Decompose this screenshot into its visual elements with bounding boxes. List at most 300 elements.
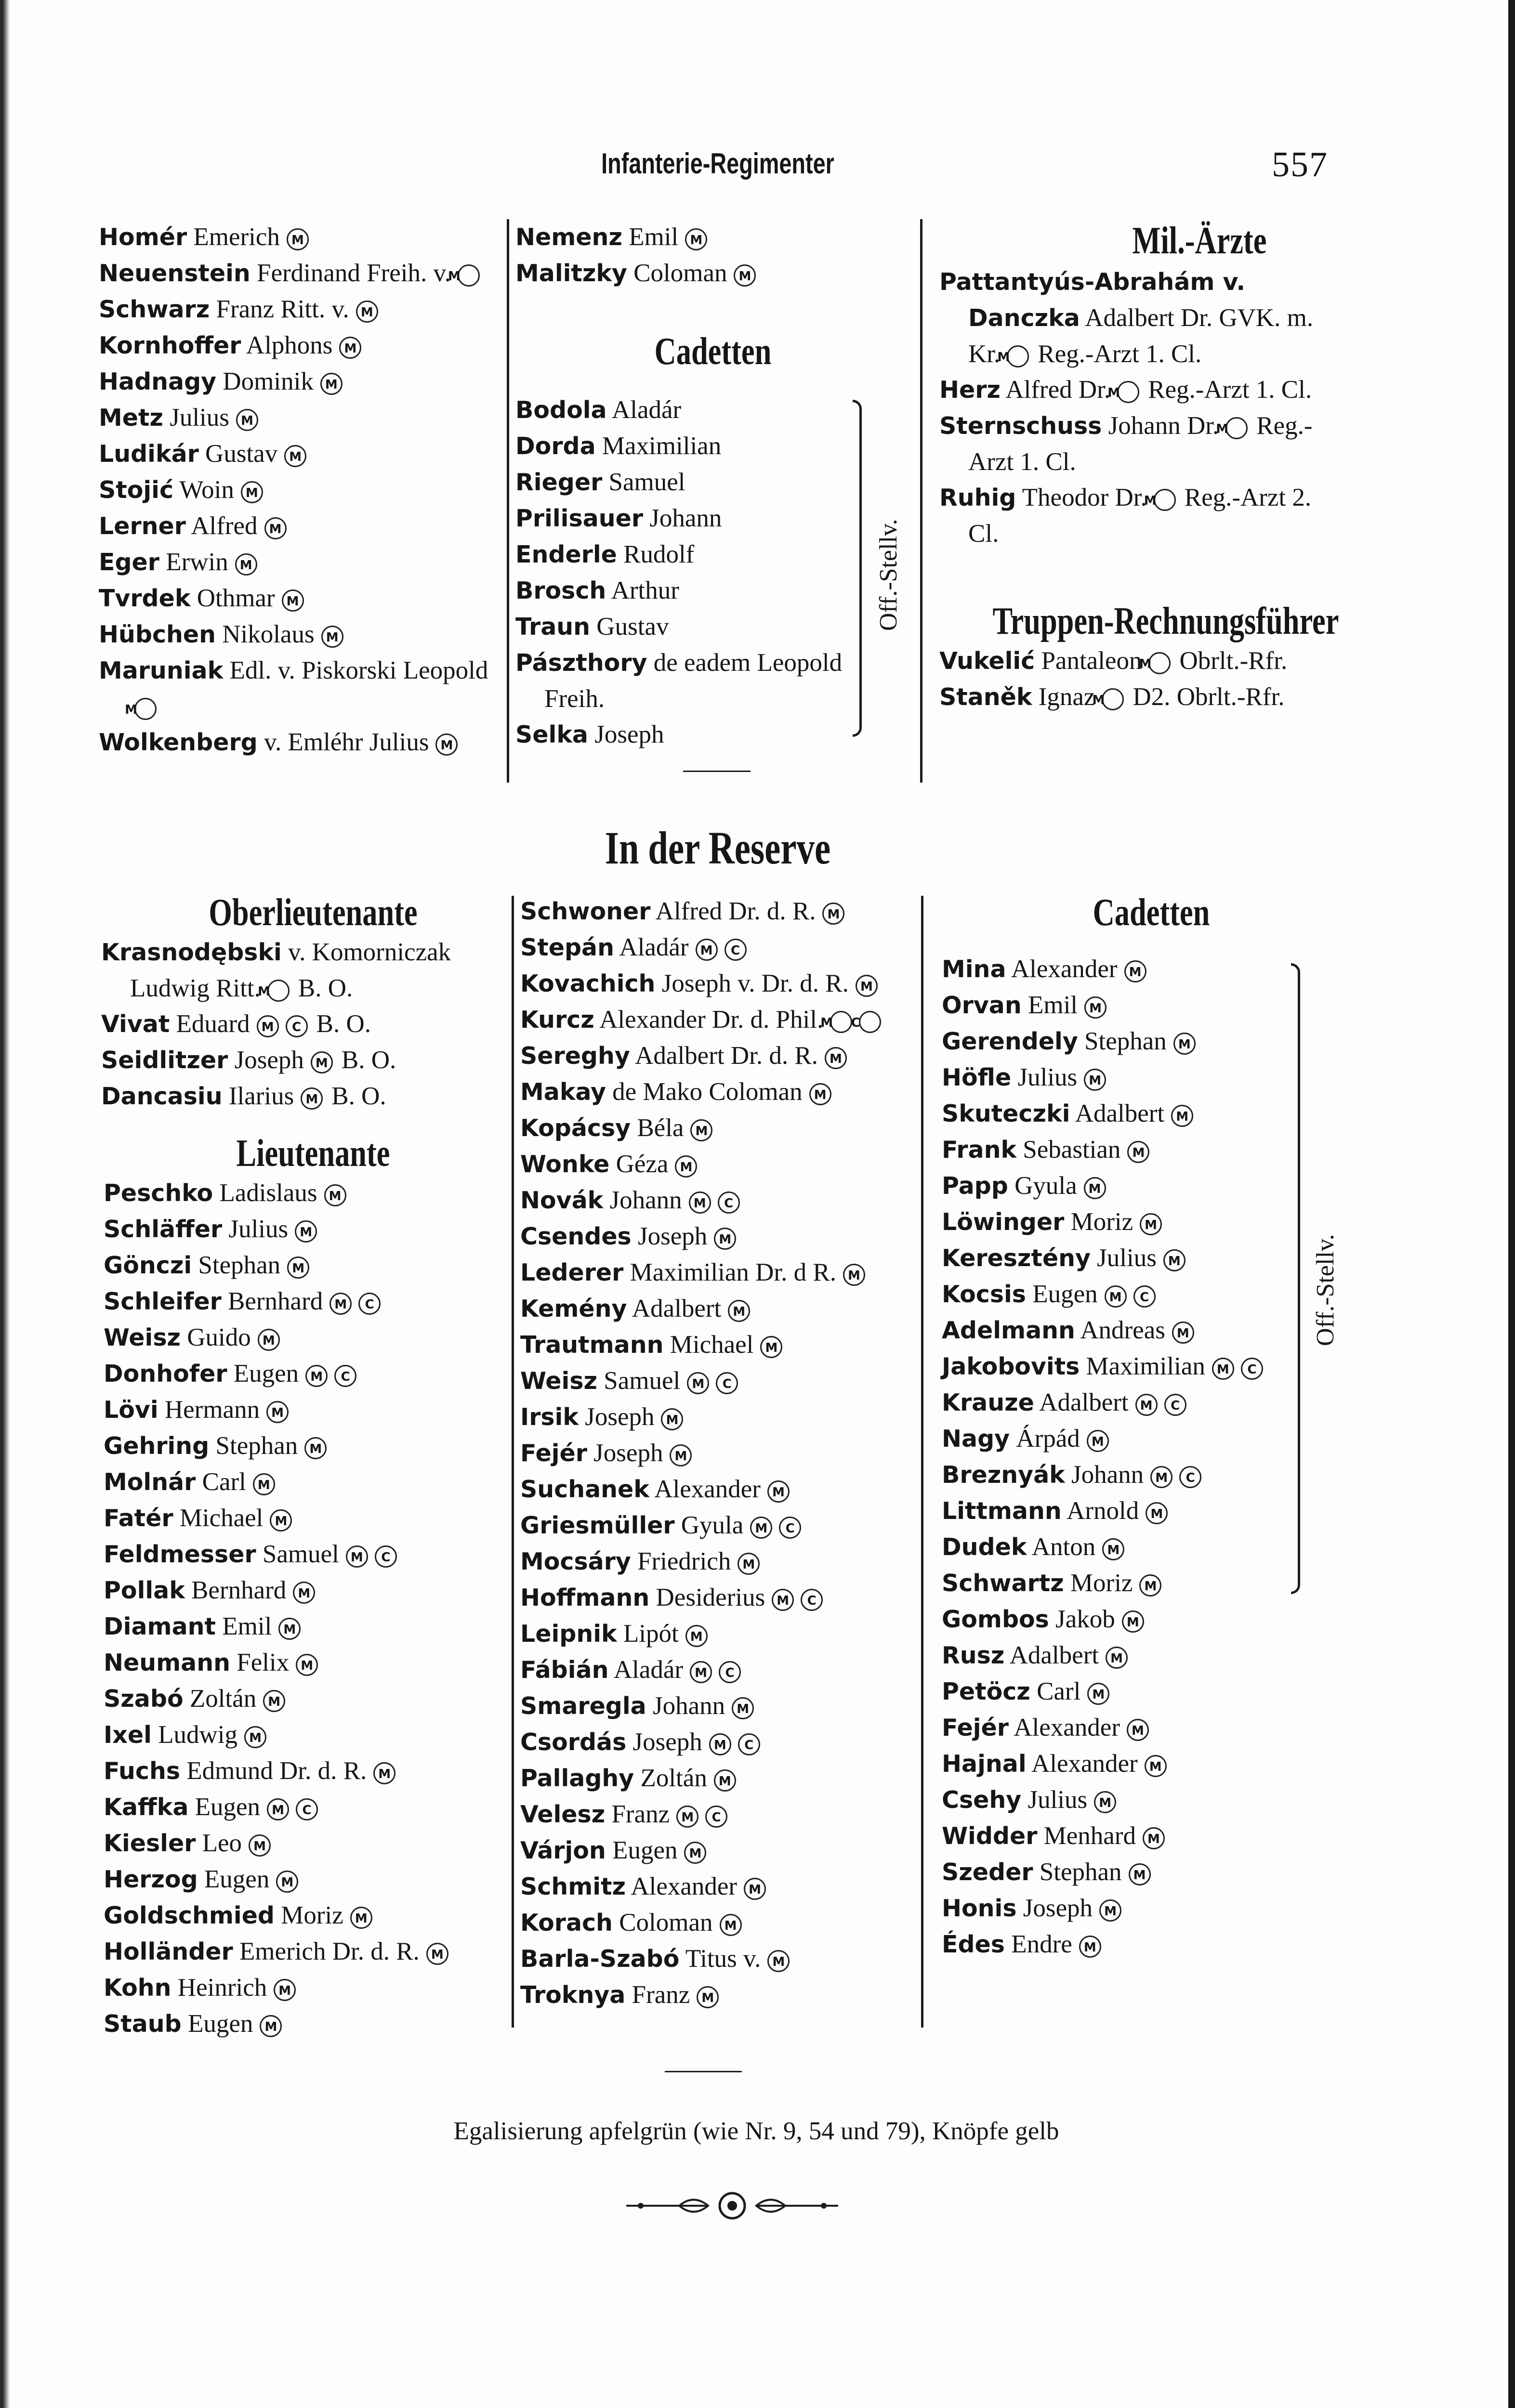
given-names: Alfred [191, 512, 258, 540]
roster-entry [104, 1717, 503, 1753]
surname: Adelmann [942, 1317, 1075, 1344]
surname: Griesmüller [520, 1512, 675, 1539]
roster-entry [520, 1110, 915, 1146]
surname: Várjon [520, 1837, 606, 1864]
given-names: Leo [202, 1829, 242, 1857]
surname: Kopácsy [520, 1114, 631, 1142]
roster-entry [99, 255, 499, 291]
cross-decoration-icon: C [375, 1545, 397, 1568]
roster-entry [104, 1211, 503, 1247]
roster-entry [520, 1616, 915, 1652]
surname: Mina [942, 955, 1006, 983]
given-names: Zoltán [189, 1685, 257, 1713]
given-names: Eduard [176, 1010, 250, 1038]
given-names: Joseph [637, 1222, 708, 1250]
surname: Kohn [104, 1974, 171, 2002]
military-medal-icon: M [134, 698, 157, 720]
military-medal-icon: M [324, 1184, 346, 1206]
roster-entry [520, 1146, 915, 1182]
military-medal-icon: M [687, 1372, 709, 1394]
roster-entry [520, 1652, 915, 1688]
roster-entry [99, 291, 499, 327]
surname: Honis [942, 1895, 1017, 1922]
surname: Staub [104, 2010, 182, 2038]
military-medal-icon: M [266, 1401, 289, 1423]
given-names: Edl. v. Piskorski Leopold [229, 656, 488, 684]
surname: Nagy [942, 1425, 1010, 1453]
top-column-2-list [515, 219, 910, 291]
given-names: Franz [611, 1800, 670, 1828]
military-medal-icon: M [287, 228, 309, 250]
roster-entry [942, 1926, 1308, 1963]
surname: Leipnik [520, 1620, 617, 1648]
given-names: Menhard [1043, 1822, 1136, 1850]
given-names: Árpád [1016, 1425, 1080, 1453]
given-names: Joseph [593, 1439, 663, 1467]
military-medal-icon: M [661, 1408, 683, 1430]
military-medal-icon: M [734, 264, 756, 287]
cross-decoration-icon: C [1133, 1285, 1156, 1308]
given-names: Andreas [1080, 1316, 1165, 1344]
surname: Skuteczki [942, 1100, 1070, 1127]
surname: Homér [99, 223, 187, 251]
military-medal-icon: M [1127, 1141, 1149, 1163]
military-medal-icon: M [696, 939, 718, 961]
given-names: Coloman [633, 259, 727, 287]
military-medal-icon: M [1084, 996, 1107, 1019]
cross-decoration-icon: C [1179, 1466, 1201, 1488]
military-medal-icon: M [709, 1733, 731, 1755]
military-medal-icon: M [1084, 1069, 1106, 1091]
cross-decoration-icon: C [719, 1661, 741, 1683]
roster-entry [104, 1392, 503, 1428]
surname: Suchanek [520, 1476, 649, 1503]
page-edge-left [0, 0, 29, 2408]
surname: Seidlitzer [101, 1047, 228, 1074]
given-names: Aladár [619, 933, 689, 961]
surname: Csordás [520, 1728, 627, 1756]
roster-entry [520, 1471, 915, 1507]
roster-entry [99, 544, 499, 580]
surname: Bodola [515, 396, 607, 424]
military-medal-icon: M [732, 1697, 754, 1719]
surname: Fejér [942, 1714, 1009, 1741]
military-medal-icon: M [1225, 417, 1248, 439]
military-medal-icon: M [284, 445, 306, 467]
surname: Herz [939, 376, 1001, 404]
cross-decoration-icon: C [801, 1589, 823, 1611]
surname: Neuenstein [99, 260, 250, 287]
military-medal-icon: M [304, 1437, 327, 1459]
roster-entry [104, 1681, 503, 1717]
surname: Trautmann [520, 1331, 664, 1359]
roster-entry [515, 573, 848, 609]
accountants-list [939, 643, 1344, 715]
surname: Kiesler [104, 1830, 196, 1857]
given-names: Rudolf [623, 540, 695, 568]
surname: Höfle [942, 1064, 1012, 1091]
roster-entry [520, 1074, 915, 1110]
surname: Hoffmann [520, 1584, 650, 1611]
military-medal-icon: M [320, 373, 343, 395]
roster-entry [515, 609, 848, 645]
roster-entry [520, 1363, 915, 1399]
surname: Fejér [520, 1440, 587, 1467]
military-medal-icon: M [426, 1943, 448, 1965]
truppen-heading: Truppen-Rechnungsführer [992, 600, 1339, 642]
given-names: Woin [179, 476, 234, 504]
given-names: Emil [222, 1612, 272, 1640]
roster-entry [104, 1934, 503, 1970]
roster-entry [942, 1385, 1308, 1421]
military-medal-icon: M [685, 228, 707, 250]
military-medal-icon: M [1124, 960, 1146, 982]
page-edge-right [1508, 0, 1515, 2408]
military-medal-icon: M [1171, 1105, 1193, 1127]
surname: Maruniak [99, 657, 224, 684]
cross-decoration-icon: C [859, 1011, 881, 1033]
roster-entry [515, 537, 848, 573]
given-names: Johann Dr. [1108, 412, 1219, 440]
surname: Novák [520, 1187, 604, 1214]
surname: Weisz [104, 1324, 181, 1351]
military-medal-icon: M [825, 1047, 847, 1069]
roster-entry [942, 1276, 1308, 1312]
roster-entry [942, 1890, 1308, 1926]
surname: Vukelić [939, 647, 1035, 675]
cross-decoration-icon: C [716, 1372, 738, 1394]
surname: Dorda [515, 432, 596, 460]
rank-note: B. O. [298, 974, 353, 1002]
surname: Schmitz [520, 1873, 626, 1900]
military-medal-icon: M [1154, 489, 1176, 511]
roster-entry [942, 1565, 1308, 1601]
military-medal-icon: M [236, 409, 258, 431]
given-names: Stephan [1039, 1858, 1122, 1886]
given-names: Eugen [1032, 1280, 1098, 1308]
given-names: Zoltán [640, 1764, 707, 1792]
top-column-1 [99, 219, 499, 760]
column-rule [920, 219, 922, 783]
surname: Jakobovits [942, 1353, 1080, 1380]
given-names: Heinrich [177, 1974, 267, 2002]
given-names: Franz [632, 1981, 690, 2009]
military-medal-icon: M [241, 481, 263, 503]
roster-entry [942, 1023, 1308, 1060]
cross-decoration-icon: C [334, 1365, 356, 1387]
surname: Enderle [515, 541, 617, 568]
surname: Schleifer [104, 1288, 222, 1315]
military-medal-icon: M [270, 1509, 292, 1531]
roster-entry [942, 1457, 1308, 1493]
cross-decoration-icon: C [358, 1293, 381, 1315]
column-rule [512, 896, 514, 2028]
surname: Lederer [520, 1259, 624, 1286]
given-names: Emil [629, 223, 679, 251]
roster-entry [520, 893, 915, 929]
surname: Troknya [520, 1981, 626, 2009]
military-medal-icon: M [346, 1545, 368, 1568]
military-medal-icon: M [1150, 1466, 1172, 1488]
given-names: Alexander [1031, 1750, 1138, 1778]
surname: Kaffka [104, 1793, 189, 1821]
military-medal-icon: M [767, 1480, 790, 1503]
roster-entry [101, 934, 501, 1006]
military-medal-icon: M [670, 1444, 692, 1466]
surname: Ruhig [939, 484, 1016, 511]
surname: Fábián [520, 1656, 609, 1684]
roster-entry [104, 1356, 503, 1392]
rank-note: Reg.-Arzt 1. Cl. [968, 412, 1313, 476]
reserve-column-2 [520, 893, 915, 2013]
military-medal-icon: M [321, 626, 343, 648]
given-names: Maximilian Dr. d R. [630, 1258, 836, 1286]
roster-entry [520, 1038, 915, 1074]
cadetten-heading-reserve: Cadetten [1093, 891, 1210, 934]
cadetten-heading-top: Cadetten [654, 330, 772, 373]
military-medal-icon: M [458, 264, 480, 287]
roster-entry [942, 1240, 1308, 1276]
given-names: Johann [653, 1692, 725, 1720]
surname: Irsik [520, 1403, 579, 1431]
military-medal-icon: M [235, 553, 257, 576]
rank-note: B. O. [316, 1010, 371, 1038]
military-medal-icon: M [1007, 345, 1029, 367]
military-medal-icon: M [714, 1228, 736, 1250]
surname: Csehy [942, 1786, 1022, 1814]
given-names: Pantaleon [1041, 647, 1142, 675]
given-names: Gyula [1014, 1172, 1077, 1200]
given-names: Alexander Dr. d. Phil. [599, 1006, 824, 1034]
surname: Ixel [104, 1721, 152, 1749]
surname: Tvrdek [99, 585, 191, 612]
surname: Gehring [104, 1432, 210, 1460]
given-names: Adalbert Dr. d. R. [635, 1042, 818, 1070]
military-medal-icon: M [1129, 1863, 1151, 1885]
roster-entry [104, 1572, 503, 1609]
military-medal-icon: M [257, 1015, 279, 1037]
rank-note: Reg.-Arzt 1. Cl. [1148, 376, 1312, 404]
surname: Schwoner [520, 898, 651, 925]
roster-entry [942, 987, 1308, 1023]
military-medal-icon: M [843, 1264, 865, 1286]
given-names: Stephan [215, 1432, 298, 1460]
cross-decoration-icon: C [725, 939, 747, 961]
surname: Schwarz [99, 296, 210, 323]
roster-entry [520, 1724, 915, 1760]
cross-decoration-icon: C [1164, 1394, 1186, 1416]
roster-entry [520, 1002, 915, 1038]
military-medal-icon: M [295, 1220, 317, 1243]
roster-entry [99, 436, 499, 472]
roster-entry [520, 1905, 915, 1941]
roster-entry [104, 1283, 503, 1320]
military-medal-icon: M [249, 1834, 271, 1857]
military-medal-icon: M [329, 1293, 352, 1315]
surname: Nemenz [515, 223, 622, 251]
page-number: 557 [1272, 145, 1328, 184]
roster-entry [942, 1529, 1308, 1565]
given-names: Felix [237, 1649, 290, 1676]
roster-entry [942, 1312, 1308, 1348]
roster-entry [104, 1464, 503, 1500]
military-medal-icon: M [1143, 1827, 1165, 1849]
roster-entry [939, 679, 1344, 715]
surname: Sternschuss [939, 412, 1102, 440]
cross-decoration-icon: C [738, 1733, 760, 1755]
military-medal-icon: M [1173, 1033, 1196, 1055]
military-medal-icon: M [675, 1155, 697, 1178]
military-medal-icon: M [373, 1762, 395, 1784]
given-names: Maximilian [1086, 1352, 1205, 1380]
military-medal-icon: M [293, 1582, 315, 1604]
given-names: v. Emléhr Julius [263, 728, 429, 756]
military-medal-icon: M [690, 1119, 712, 1141]
given-names: Lipót [623, 1620, 679, 1648]
given-names: Aladár [611, 396, 682, 424]
surname: Sereghy [520, 1042, 630, 1070]
surname: Traun [515, 613, 591, 641]
roster-entry [942, 1854, 1308, 1890]
column-rule [507, 219, 509, 783]
surname: Brosch [515, 577, 606, 604]
surname: Lerner [99, 512, 186, 540]
given-names: Eugen [195, 1793, 261, 1821]
given-names: Adalbert [632, 1295, 722, 1322]
surname: Wolkenberg [99, 729, 258, 756]
roster-entry [942, 1132, 1308, 1168]
surname: Eger [99, 549, 159, 576]
surname: Smaregla [520, 1692, 646, 1720]
military-medal-icon: M [278, 1618, 301, 1640]
roster-entry [520, 1977, 915, 2013]
given-names: Julius [170, 404, 229, 432]
roster-entry [104, 1753, 503, 1789]
roster-entry [99, 653, 499, 724]
given-names: v. Komorniczak Ludwig Ritt. [130, 938, 451, 1002]
surname: Barla-Szabó [520, 1945, 680, 1973]
given-names: Johann [649, 504, 722, 532]
surname: Kurcz [520, 1006, 594, 1034]
given-names: Julius [1028, 1786, 1088, 1814]
given-names: Gustav [596, 613, 669, 641]
column-rule [921, 896, 923, 2028]
military-medal-icon: M [244, 1726, 266, 1748]
roster-entry [520, 1688, 915, 1724]
roster-entry [520, 1291, 915, 1327]
roster-entry [104, 1175, 503, 1211]
off-stellv-label-reserve: Off.-Stellv. [1312, 1234, 1339, 1346]
running-header: Infanterie-Regimenter [601, 147, 834, 180]
given-names: Carl [1037, 1677, 1081, 1705]
military-medal-icon: M [697, 1986, 719, 2008]
roster-entry [942, 1818, 1308, 1854]
given-names: Stephan [1084, 1027, 1167, 1055]
military-medal-icon: M [772, 1589, 794, 1611]
military-medal-icon: M [809, 1083, 831, 1105]
military-medal-icon: M [282, 589, 304, 612]
surname: Gerendely [942, 1028, 1078, 1055]
surname: Goldschmied [104, 1902, 275, 1929]
surname: Littmann [942, 1497, 1062, 1525]
cross-decoration-icon: C [718, 1191, 740, 1214]
military-medal-icon: M [676, 1806, 698, 1828]
given-names: Desiderius [656, 1584, 765, 1611]
surname: Rusz [942, 1642, 1005, 1669]
surname: Widder [942, 1822, 1038, 1850]
surname: Vivat [101, 1010, 170, 1038]
roster-entry [515, 717, 848, 753]
given-names: Aladár [613, 1656, 684, 1684]
surname: Malitzky [515, 260, 627, 287]
surname: Stepán [520, 934, 614, 961]
military-medal-icon: M [1102, 688, 1124, 710]
military-medal-icon: M [350, 1907, 372, 1929]
military-medal-icon: M [287, 1256, 309, 1279]
military-medal-icon: M [1122, 1610, 1144, 1633]
surname: Wonke [520, 1151, 610, 1178]
roster-entry [99, 327, 499, 364]
given-names: Dominik [223, 367, 314, 395]
military-medal-icon: M [1079, 1936, 1101, 1958]
doctors-list [939, 264, 1344, 551]
given-names: Theodor Dr. [1022, 484, 1147, 511]
surname: Orvan [942, 992, 1022, 1019]
cross-decoration-icon: C [286, 1015, 308, 1037]
military-medal-icon: M [1084, 1177, 1106, 1199]
given-names: Ladislaus [219, 1179, 317, 1207]
roster-entry [520, 1182, 915, 1218]
given-names: Julius [228, 1215, 289, 1243]
given-names: Adalbert [1039, 1388, 1129, 1416]
given-names: Eugen [188, 2010, 253, 2038]
roster-entry [942, 1204, 1308, 1240]
off-stellv-label-top: Off.-Stellv. [875, 519, 902, 631]
roster-entry [942, 1421, 1308, 1457]
given-names: Johann [609, 1186, 682, 1214]
reserve-cadets-list [942, 951, 1308, 1963]
military-medal-icon: M [1172, 1322, 1194, 1344]
surname: Szeder [942, 1858, 1033, 1886]
given-names: Sebastian [1023, 1136, 1121, 1164]
top-cadets-list [515, 392, 848, 753]
given-names: Alphons [246, 331, 333, 359]
roster-entry [104, 1536, 503, 1572]
given-names: Jakob [1055, 1605, 1115, 1633]
roster-entry [99, 364, 499, 400]
surname: Peschko [104, 1179, 213, 1207]
military-medal-icon: M [1148, 652, 1171, 674]
roster-entry [104, 1825, 503, 1861]
given-names: Nikolaus [222, 620, 315, 648]
lt-list [104, 1175, 503, 2042]
surname: Papp [942, 1172, 1008, 1200]
roster-entry [515, 500, 848, 537]
surname: Diamant [104, 1613, 216, 1640]
roster-entry [520, 1327, 915, 1363]
military-medal-icon: M [1127, 1719, 1149, 1741]
surname: Krauze [942, 1389, 1034, 1416]
roster-entry [942, 1096, 1308, 1132]
surname: Löwinger [942, 1208, 1065, 1236]
roster-entry [515, 464, 848, 500]
roster-entry [942, 1601, 1308, 1637]
surname: Édes [942, 1931, 1005, 1958]
given-names: Guido [187, 1323, 251, 1351]
given-names: Alexander [654, 1475, 761, 1503]
given-names: Gustav [205, 440, 278, 468]
given-names: Samuel [604, 1367, 681, 1395]
